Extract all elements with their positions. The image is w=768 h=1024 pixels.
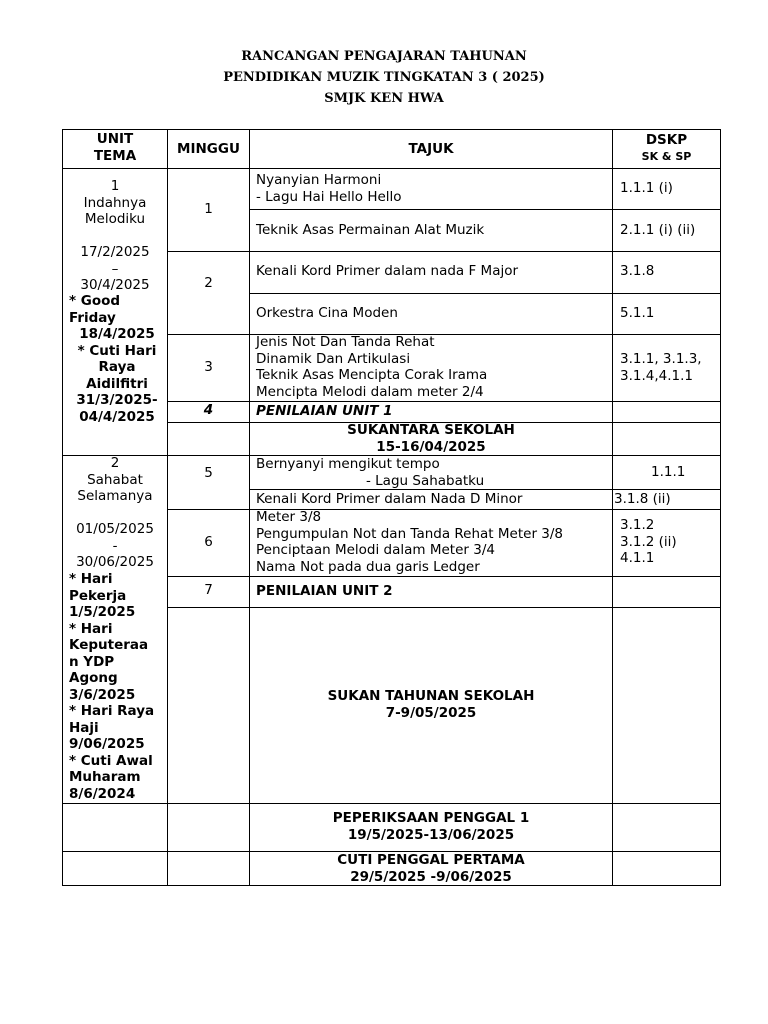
row-divider	[249, 489, 721, 490]
unit1-date-dash: –	[111, 260, 119, 277]
unit1-note: Raya	[98, 359, 136, 375]
row-divider	[167, 607, 721, 608]
unit2-name: Selamanya	[77, 488, 153, 504]
column-header-unit-tema	[63, 131, 167, 164]
header-school: SMJK KEN HWA	[324, 91, 444, 106]
unit1-number: 1	[110, 178, 120, 194]
dskp-cell	[620, 351, 718, 384]
unit1-cell	[63, 178, 167, 294]
topic-text: Jenis Not Dan Tanda Rehat	[256, 334, 435, 350]
document-header	[0, 46, 768, 109]
unit2-note: * Cuti Awal	[69, 752, 153, 769]
event-date: 29/5/2025 -9/06/2025	[350, 868, 512, 885]
topic-text: Pengumpulan Not dan Tanda Rehat Meter 3/8	[256, 525, 564, 542]
row-divider	[249, 209, 721, 210]
table-border-top	[62, 129, 721, 130]
dskp-code: 3.1.4,4.1.1	[620, 367, 693, 384]
unit2-note: Keputeraa	[69, 637, 149, 653]
unit1-date-start: 17/2/2025	[80, 244, 150, 260]
dskp-code: 3.1.2	[620, 517, 655, 533]
row-divider	[62, 168, 721, 169]
topic-text: Penciptaan Melodi dalam Meter 3/4	[256, 542, 495, 558]
unit2-date-dash: -	[112, 537, 118, 554]
event-date: 19/5/2025-13/06/2025	[347, 826, 515, 843]
dskp-code: 5.1.1	[620, 305, 655, 321]
unit1-note: * Good	[69, 293, 121, 309]
column-header-minggu: MINGGU	[177, 141, 240, 157]
column-header-dskp	[613, 132, 720, 165]
unit2-note: * Hari Raya	[69, 703, 155, 719]
topic-text: Kenali Kord Primer dalam nada F Major	[256, 263, 519, 279]
unit1-name: Indahnya	[83, 194, 147, 211]
column-header-dskp-title: DSKP	[645, 132, 688, 148]
week-number: 6	[204, 534, 213, 550]
table-border-bottom	[62, 885, 721, 886]
topic-text: Meter 3/8	[256, 509, 322, 525]
unit2-number: 2	[110, 455, 120, 471]
dskp-code: 3.1.8 (ii)	[614, 491, 671, 507]
unit1-note: * Cuti Hari	[77, 342, 157, 359]
topic-text: Dinamik Dan Artikulasi	[256, 350, 411, 367]
topic-text: Teknik Asas Permainan Alat Muzik	[256, 222, 485, 238]
dskp-code: 3.1.1, 3.1.3,	[620, 351, 702, 367]
dskp-cell	[620, 517, 718, 567]
row-divider	[249, 293, 721, 294]
header-title: RANCANGAN PENGAJARAN TAHUNAN	[241, 49, 527, 64]
unit2-cell	[63, 455, 167, 571]
topic-cell	[256, 334, 606, 400]
unit2-note: 1/5/2025	[69, 604, 136, 620]
topic-text: Nama Not pada dua garis Ledger	[256, 558, 480, 575]
topic-cell	[256, 456, 606, 489]
topic-cell	[256, 172, 606, 205]
unit2-note: 8/6/2024	[69, 785, 136, 802]
topic-text: - Lagu Sahabatku	[366, 472, 485, 489]
column-header-unit: UNIT	[96, 131, 134, 147]
unit2-note: Haji	[69, 719, 99, 736]
event-sukan-tahunan	[250, 688, 612, 721]
table-border-right	[720, 129, 721, 886]
unit1-date-end: 30/4/2025	[80, 277, 150, 293]
unit2-note: * Hari	[69, 620, 113, 637]
event-title: CUTI PENGGAL PERTAMA	[337, 852, 525, 868]
event-title: PEPERIKSAAN PENGGAL 1	[332, 810, 530, 826]
unit2-note: 9/06/2025	[69, 736, 145, 752]
unit2-note: * Hari	[69, 571, 113, 587]
assessment-unit2: PENILAIAN UNIT 2	[256, 583, 393, 599]
unit1-note: 31/3/2025-	[76, 392, 158, 408]
column-divider	[167, 129, 168, 886]
event-date: 15-16/04/2025	[376, 438, 486, 455]
unit1-name: Melodiku	[84, 211, 146, 227]
dskp-code: 1.1.1 (i)	[620, 180, 673, 196]
event-sukantara	[250, 422, 612, 455]
column-header-tema: TEMA	[93, 147, 137, 164]
topic-text: - Lagu Hai Hello Hello	[256, 188, 402, 205]
unit2-date-start: 01/05/2025	[76, 521, 154, 537]
dskp-code: 2.1.1 (i) (ii)	[620, 222, 696, 238]
column-divider	[612, 129, 613, 886]
topic-text: Bernyanyi mengikut tempo	[256, 456, 440, 472]
unit1-note: Friday	[69, 309, 116, 326]
week-number: 1	[204, 201, 213, 217]
row-divider	[167, 251, 721, 252]
unit2-notes	[69, 571, 167, 802]
topic-text: Teknik Asas Mencipta Corak Irama	[256, 367, 488, 383]
unit2-note: Pekerja	[69, 587, 127, 604]
unit1-note: 18/4/2025	[79, 326, 155, 342]
assessment-unit1: PENILAIAN UNIT 1	[256, 403, 393, 419]
row-divider	[167, 576, 721, 577]
event-cuti-penggal	[250, 852, 612, 885]
week-number: 7	[204, 582, 213, 598]
unit1-notes	[69, 293, 169, 425]
column-header-tajuk: TAJUK	[408, 141, 454, 157]
dskp-code: 1.1.1	[651, 464, 686, 480]
topic-text: Kenali Kord Primer dalam Nada D Minor	[256, 491, 523, 507]
event-date: 7-9/05/2025	[385, 704, 477, 721]
week-number: 4	[203, 402, 214, 418]
unit2-note: 3/6/2025	[69, 686, 136, 703]
event-title: SUKAN TAHUNAN SEKOLAH	[327, 688, 535, 704]
column-header-dskp-sub: SK & SP	[641, 149, 692, 163]
topic-text: Mencipta Melodi dalam meter 2/4	[256, 383, 484, 400]
dskp-code: 4.1.1	[620, 550, 655, 566]
unit2-date-end: 30/06/2025	[76, 554, 154, 570]
unit2-note: Agong	[69, 670, 118, 686]
unit1-note: 04/4/2025	[79, 408, 155, 425]
week-number: 2	[204, 275, 213, 291]
dskp-code: 3.1.2 (ii)	[620, 533, 677, 550]
unit2-note: Muharam	[69, 769, 141, 785]
dskp-code: 3.1.8	[620, 263, 655, 279]
unit2-note: n YDP	[69, 653, 115, 670]
week-number: 3	[204, 359, 213, 375]
unit1-note: Aidilfitri	[86, 375, 148, 392]
header-subject: PENDIDIKAN MUZIK TINGKATAN 3 ( 2025)	[223, 70, 545, 85]
column-divider	[249, 129, 250, 886]
event-peperiksaan	[250, 810, 612, 843]
topic-text: Nyanyian Harmoni	[256, 172, 382, 188]
topic-cell	[256, 509, 606, 575]
row-divider	[167, 401, 721, 402]
topic-text: Orkestra Cina Moden	[256, 305, 398, 321]
week-number: 5	[204, 465, 213, 481]
row-divider	[62, 803, 721, 804]
event-title: SUKANTARA SEKOLAH	[347, 422, 515, 438]
unit2-name: Sahabat	[87, 471, 143, 488]
